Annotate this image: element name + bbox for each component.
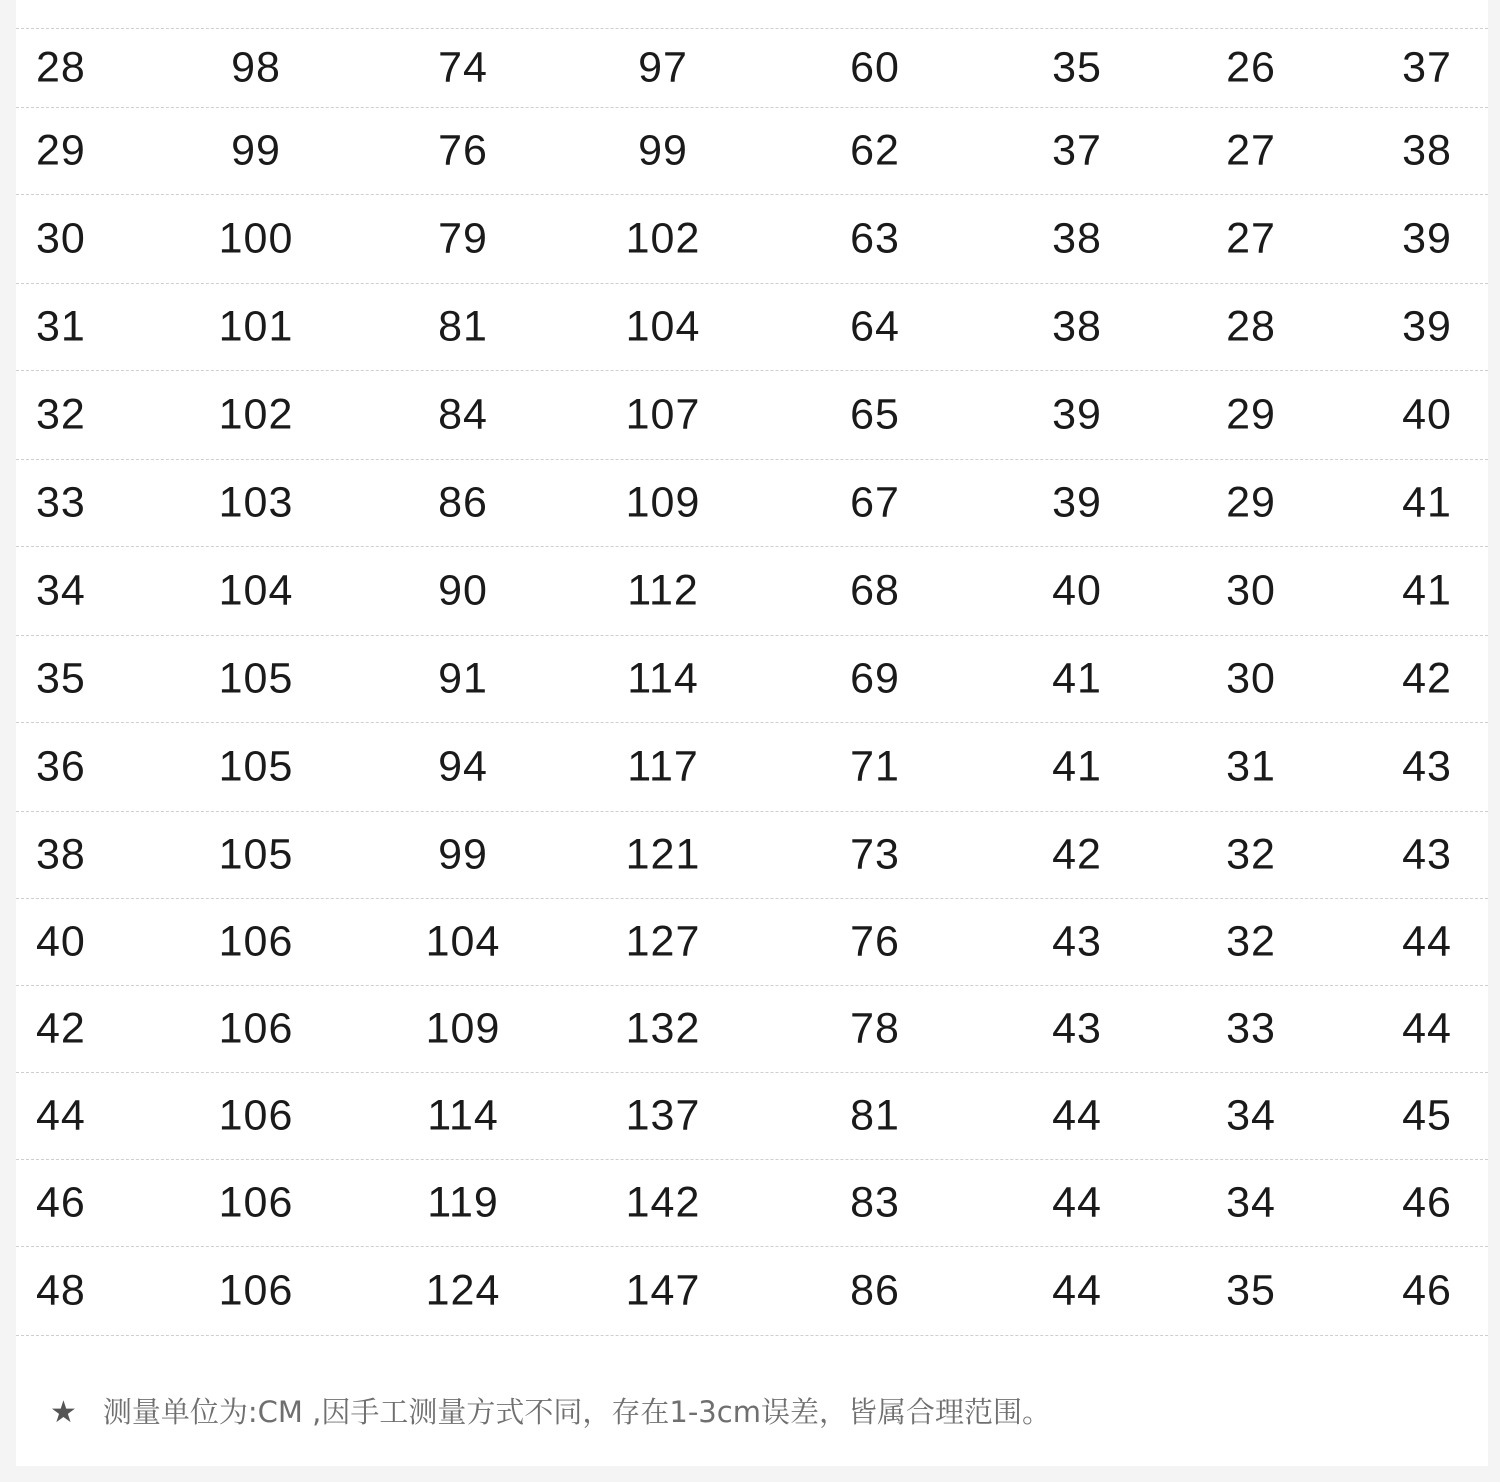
size-cell: 44 [36,1091,86,1140]
measurement-cell: 106 [218,1004,294,1053]
measurement-cell: 132 [625,1004,701,1053]
table-row [16,812,1488,899]
measurement-cell: 65 [850,390,900,439]
measurement-cell: 42 [1052,830,1102,879]
measurement-cell: 68 [850,566,900,615]
measurement-cell: 106 [218,1266,294,1315]
measurement-cell: 81 [438,302,488,351]
measurement-cell: 43 [1052,1004,1102,1053]
measurement-cell: 37 [1052,126,1102,175]
measurement-cell: 34 [1226,1178,1276,1227]
size-cell: 31 [36,302,86,351]
measurement-cell: 124 [425,1266,501,1315]
measurement-cell: 27 [1226,214,1276,263]
measurement-cell: 86 [850,1266,900,1315]
measurement-cell: 114 [427,1091,499,1140]
measurement-cell: 44 [1052,1178,1102,1227]
measurement-note [50,1390,1051,1431]
size-cell: 38 [36,830,86,879]
measurement-cell: 104 [625,302,701,351]
size-cell: 34 [36,566,86,615]
measurement-cell: 103 [218,478,294,527]
measurement-note-text: 测量单位为:CM ,因手工测量方式不同，存在1-3cm误差，皆属合理范围。 [102,1395,1051,1429]
measurement-cell: 142 [625,1178,701,1227]
measurement-cell: 112 [627,566,699,615]
size-cell: 40 [36,917,86,966]
measurement-cell: 81 [850,1091,900,1140]
table-row [16,108,1488,195]
measurement-cell: 38 [1052,302,1102,351]
measurement-cell: 46 [1402,1178,1452,1227]
table-row [16,547,1488,636]
table-body [16,29,1488,1336]
table-row [16,371,1488,460]
measurement-cell: 119 [427,1178,499,1227]
table-row [16,899,1488,986]
measurement-cell: 44 [1052,1266,1102,1315]
measurement-cell: 102 [625,214,701,263]
measurement-cell: 101 [218,302,294,351]
measurement-cell: 104 [218,566,294,615]
measurement-cell: 29 [1226,478,1276,527]
measurement-cell: 100 [218,214,294,263]
measurement-cell: 79 [438,214,488,263]
measurement-cell: 35 [1226,1266,1276,1315]
table-row [16,986,1488,1073]
size-cell: 36 [36,742,86,791]
measurement-cell: 44 [1402,1004,1452,1053]
measurement-cell: 26 [1226,43,1276,92]
measurement-cell: 147 [625,1266,701,1315]
measurement-cell: 60 [850,43,900,92]
table-row [16,723,1488,812]
measurement-cell: 40 [1052,566,1102,615]
measurement-cell: 98 [231,43,281,92]
size-chart-sheet [16,0,1488,1466]
measurement-cell: 74 [438,43,488,92]
measurement-cell: 106 [218,1178,294,1227]
measurement-cell: 39 [1402,214,1452,263]
measurement-cell: 127 [625,917,701,966]
measurement-cell: 73 [850,830,900,879]
measurement-cell: 105 [218,742,294,791]
measurement-cell: 114 [627,654,699,703]
measurement-cell: 76 [438,126,488,175]
measurement-cell: 105 [218,654,294,703]
measurement-cell: 104 [425,917,501,966]
measurement-cell: 109 [425,1004,501,1053]
measurement-cell: 109 [625,478,701,527]
measurement-cell: 43 [1052,917,1102,966]
measurement-cell: 91 [438,654,488,703]
measurement-cell: 44 [1402,917,1452,966]
measurement-cell: 39 [1402,302,1452,351]
table-row [16,284,1488,371]
measurement-cell: 106 [218,1091,294,1140]
measurement-cell: 121 [625,830,701,879]
measurement-cell: 33 [1226,1004,1276,1053]
measurement-cell: 45 [1402,1091,1452,1140]
measurement-cell: 102 [218,390,294,439]
size-cell: 46 [36,1178,86,1227]
measurement-cell: 99 [638,126,688,175]
measurement-cell: 99 [438,830,488,879]
measurement-cell: 137 [625,1091,701,1140]
measurement-cell: 43 [1402,742,1452,791]
measurement-cell: 32 [1226,830,1276,879]
measurement-cell: 38 [1402,126,1452,175]
measurement-cell: 39 [1052,478,1102,527]
measurement-cell: 62 [850,126,900,175]
measurement-cell: 97 [638,43,688,92]
measurement-cell: 105 [218,830,294,879]
table-row [16,195,1488,284]
measurement-cell: 41 [1052,742,1102,791]
measurement-cell: 107 [625,390,701,439]
measurement-cell: 69 [850,654,900,703]
size-table [16,0,1488,1336]
size-cell: 32 [36,390,86,439]
measurement-cell: 42 [1402,654,1452,703]
measurement-cell: 30 [1226,654,1276,703]
measurement-cell: 84 [438,390,488,439]
size-cell: 28 [36,43,86,92]
measurement-cell: 78 [850,1004,900,1053]
measurement-cell: 31 [1226,742,1276,791]
measurement-cell: 43 [1402,830,1452,879]
measurement-cell: 64 [850,302,900,351]
measurement-cell: 32 [1226,917,1276,966]
star-icon: ★ [50,1395,77,1430]
measurement-cell: 67 [850,478,900,527]
measurement-cell: 28 [1226,302,1276,351]
measurement-cell: 35 [1052,43,1102,92]
table-row [16,460,1488,547]
measurement-cell: 39 [1052,390,1102,439]
measurement-cell: 46 [1402,1266,1452,1315]
table-row [16,1073,1488,1160]
measurement-cell: 94 [438,742,488,791]
measurement-cell: 41 [1402,478,1452,527]
size-cell: 29 [36,126,86,175]
table-row [16,636,1488,723]
table-row [16,29,1488,108]
size-cell: 33 [36,478,86,527]
measurement-cell: 106 [218,917,294,966]
measurement-cell: 40 [1402,390,1452,439]
measurement-cell: 99 [231,126,281,175]
table-top-divider [16,0,1488,29]
measurement-cell: 86 [438,478,488,527]
size-cell: 30 [36,214,86,263]
measurement-cell: 38 [1052,214,1102,263]
measurement-cell: 117 [627,742,699,791]
table-row [16,1160,1488,1247]
measurement-cell: 44 [1052,1091,1102,1140]
measurement-cell: 34 [1226,1091,1276,1140]
measurement-cell: 71 [850,742,900,791]
measurement-cell: 30 [1226,566,1276,615]
size-cell: 42 [36,1004,86,1053]
measurement-cell: 29 [1226,390,1276,439]
table-row [16,1247,1488,1336]
size-cell: 48 [36,1266,86,1315]
measurement-cell: 76 [850,917,900,966]
measurement-cell: 90 [438,566,488,615]
measurement-cell: 41 [1402,566,1452,615]
measurement-cell: 37 [1402,43,1452,92]
size-cell: 35 [36,654,86,703]
measurement-cell: 41 [1052,654,1102,703]
measurement-cell: 27 [1226,126,1276,175]
measurement-cell: 63 [850,214,900,263]
measurement-cell: 83 [850,1178,900,1227]
